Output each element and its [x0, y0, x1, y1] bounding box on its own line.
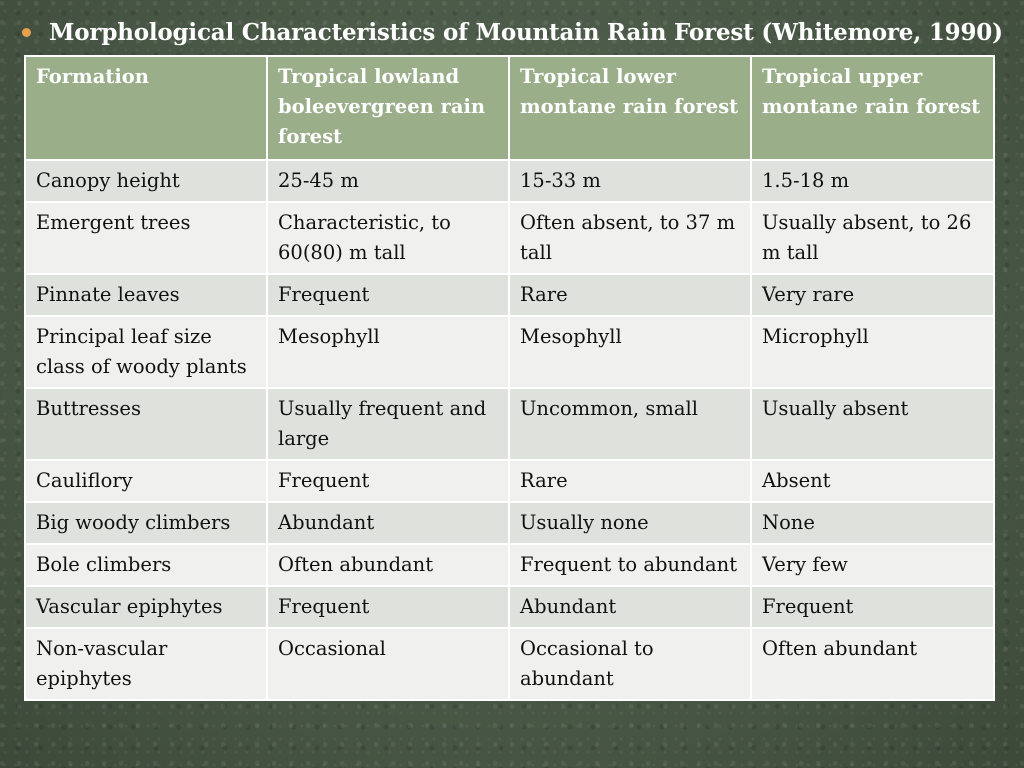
- table-row: [25, 460, 994, 502]
- row-label: Buttresses: [25, 388, 267, 460]
- row-label: Canopy height: [25, 160, 267, 202]
- row-label: Bole climbers: [25, 544, 267, 586]
- cell-upper-montane: Often abundant: [751, 628, 994, 700]
- cell-lower-montane: Usually none: [509, 502, 751, 544]
- cell-lower-montane: Uncommon, small: [509, 388, 751, 460]
- cell-lower-montane: Frequent to abundant: [509, 544, 751, 586]
- table-row: [25, 502, 994, 544]
- cell-upper-montane: Very few: [751, 544, 994, 586]
- row-label: Non-vascular epiphytes: [25, 628, 267, 700]
- cell-upper-montane: Very rare: [751, 274, 994, 316]
- cell-lowland: Frequent: [267, 274, 509, 316]
- cell-lowland: Abundant: [267, 502, 509, 544]
- table-row: [25, 628, 994, 700]
- cell-lowland: Occasional: [267, 628, 509, 700]
- slide-title: [22, 14, 1012, 50]
- cell-upper-montane: 1.5-18 m: [751, 160, 994, 202]
- table-row: [25, 274, 994, 316]
- cell-upper-montane: None: [751, 502, 994, 544]
- characteristics-table: [24, 55, 995, 701]
- cell-lowland: 25-45 m: [267, 160, 509, 202]
- row-label: Pinnate leaves: [25, 274, 267, 316]
- header-upper-montane: Tropical upper montane rain forest: [751, 56, 994, 160]
- cell-lower-montane: Rare: [509, 274, 751, 316]
- header-lower-montane: Tropical lower montane rain forest: [509, 56, 751, 160]
- cell-lowland: Frequent: [267, 586, 509, 628]
- header-formation: Formation: [25, 56, 267, 160]
- row-label: Principal leaf size class of woody plants: [25, 316, 267, 388]
- table-row: [25, 160, 994, 202]
- row-label: Emergent trees: [25, 202, 267, 274]
- cell-lower-montane: Abundant: [509, 586, 751, 628]
- cell-upper-montane: Frequent: [751, 586, 994, 628]
- cell-upper-montane: Usually absent, to 26 m tall: [751, 202, 994, 274]
- cell-lowland: Mesophyll: [267, 316, 509, 388]
- cell-upper-montane: Microphyll: [751, 316, 994, 388]
- row-label: Vascular epiphytes: [25, 586, 267, 628]
- cell-lowland: Characteristic, to 60(80) m tall: [267, 202, 509, 274]
- cell-lowland: Often abundant: [267, 544, 509, 586]
- cell-lower-montane: Occasional to abundant: [509, 628, 751, 700]
- table-body: [25, 160, 994, 700]
- cell-lower-montane: 15-33 m: [509, 160, 751, 202]
- cell-lowland: Frequent: [267, 460, 509, 502]
- title-text: Morphological Characteristics of Mountain Rain Forest (Whitemore, 1990): [49, 18, 1003, 46]
- table-row: [25, 586, 994, 628]
- table-row: [25, 202, 994, 274]
- table-row: [25, 544, 994, 586]
- cell-lowland: Usually frequent and large: [267, 388, 509, 460]
- cell-lower-montane: Mesophyll: [509, 316, 751, 388]
- table-header: [25, 56, 994, 160]
- table-row: [25, 316, 994, 388]
- bullet-icon: [22, 28, 31, 37]
- row-label: Big woody climbers: [25, 502, 267, 544]
- table-row: [25, 388, 994, 460]
- cell-upper-montane: Usually absent: [751, 388, 994, 460]
- cell-lower-montane: Rare: [509, 460, 751, 502]
- header-lowland: Tropical lowland boleevergreen rain forest: [267, 56, 509, 160]
- cell-upper-montane: Absent: [751, 460, 994, 502]
- row-label: Cauliflory: [25, 460, 267, 502]
- cell-lower-montane: Often absent, to 37 m tall: [509, 202, 751, 274]
- header-row: [25, 56, 994, 160]
